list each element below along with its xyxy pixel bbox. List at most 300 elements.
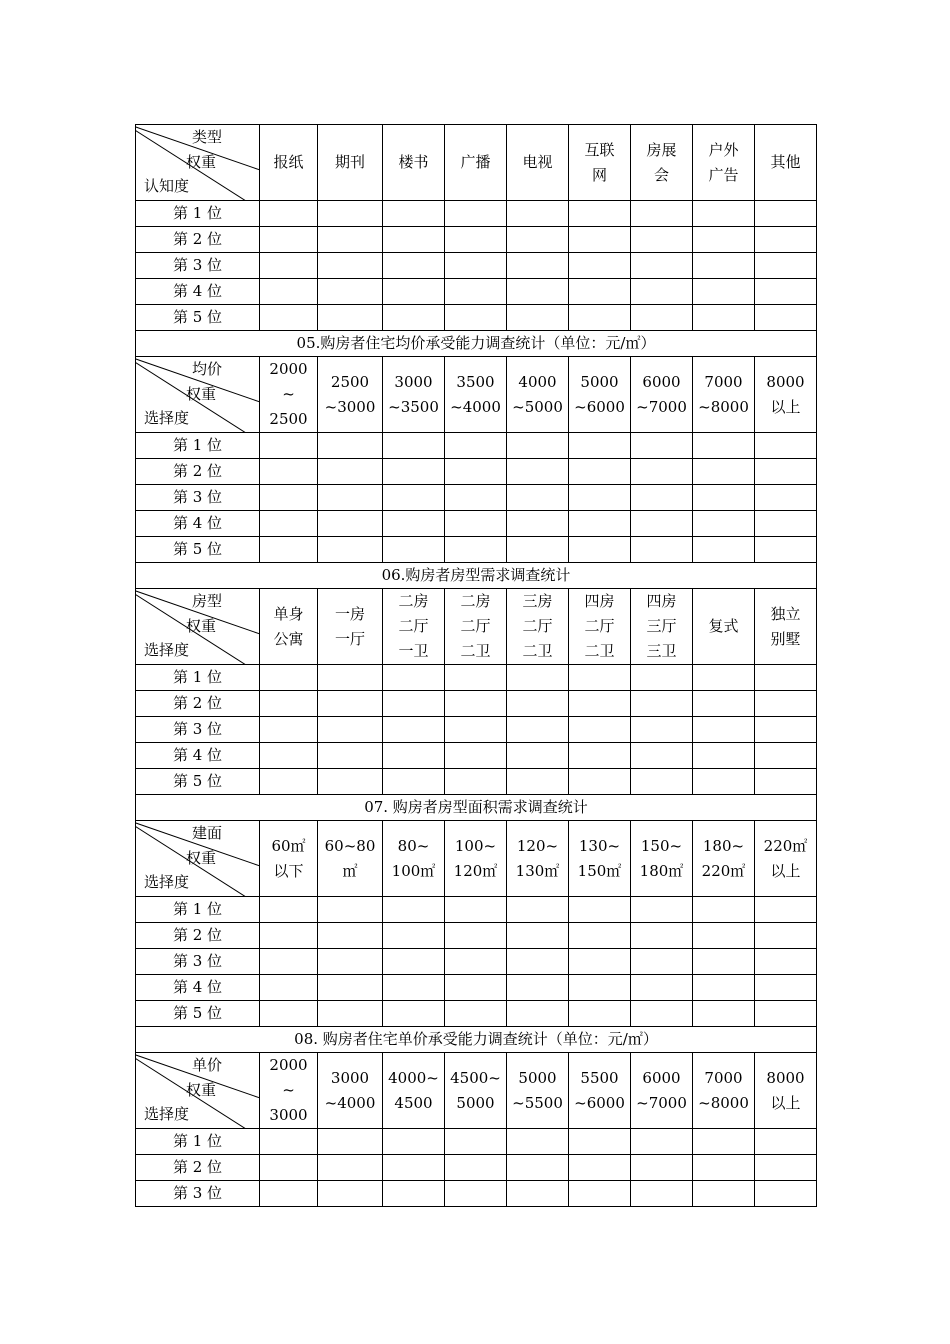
empty-cell[interactable] xyxy=(693,459,755,485)
empty-cell[interactable] xyxy=(693,227,755,253)
empty-cell[interactable] xyxy=(318,201,383,227)
empty-cell[interactable] xyxy=(507,1129,569,1155)
empty-cell[interactable] xyxy=(383,433,445,459)
empty-cell[interactable] xyxy=(260,1129,318,1155)
empty-cell[interactable] xyxy=(318,1129,383,1155)
empty-cell[interactable] xyxy=(383,1001,445,1027)
empty-cell[interactable] xyxy=(445,1001,507,1027)
header-row xyxy=(136,125,817,201)
column-header: 220㎡ 以上 xyxy=(755,821,817,897)
empty-cell[interactable] xyxy=(318,949,383,975)
empty-cell[interactable] xyxy=(383,459,445,485)
table-row xyxy=(136,511,817,537)
empty-cell[interactable] xyxy=(507,1181,569,1207)
corner-label: 权重 xyxy=(186,385,217,403)
empty-cell[interactable] xyxy=(507,975,569,1001)
empty-cell[interactable] xyxy=(631,691,693,717)
empty-cell[interactable] xyxy=(507,305,569,331)
empty-cell[interactable] xyxy=(569,897,631,923)
empty-cell[interactable] xyxy=(569,743,631,769)
empty-cell[interactable] xyxy=(693,253,755,279)
empty-cell[interactable] xyxy=(383,227,445,253)
empty-cell[interactable] xyxy=(260,433,318,459)
column-header: 2000 ~ 2500 xyxy=(260,357,318,433)
empty-cell[interactable] xyxy=(260,253,318,279)
empty-cell[interactable] xyxy=(569,1181,631,1207)
empty-cell[interactable] xyxy=(507,485,569,511)
rank-label: 第 1 位 xyxy=(136,433,260,459)
empty-cell[interactable] xyxy=(445,1129,507,1155)
empty-cell[interactable] xyxy=(507,201,569,227)
column-header: 复式 xyxy=(693,589,755,665)
diagonal-header-cell xyxy=(136,821,260,897)
empty-cell[interactable] xyxy=(445,975,507,1001)
column-header: 4500~ 5000 xyxy=(445,1053,507,1129)
empty-cell[interactable] xyxy=(507,537,569,563)
empty-cell[interactable] xyxy=(507,279,569,305)
empty-cell[interactable] xyxy=(445,1181,507,1207)
empty-cell[interactable] xyxy=(755,305,817,331)
table-row xyxy=(136,769,817,795)
empty-cell[interactable] xyxy=(631,253,693,279)
empty-cell[interactable] xyxy=(755,511,817,537)
empty-cell[interactable] xyxy=(693,691,755,717)
rank-label: 第 5 位 xyxy=(136,769,260,795)
empty-cell[interactable] xyxy=(755,227,817,253)
empty-cell[interactable] xyxy=(755,279,817,305)
empty-cell[interactable] xyxy=(445,665,507,691)
empty-cell[interactable] xyxy=(631,743,693,769)
column-header: 150~ 180㎡ xyxy=(631,821,693,897)
empty-cell[interactable] xyxy=(755,949,817,975)
empty-cell[interactable] xyxy=(569,253,631,279)
empty-cell[interactable] xyxy=(507,253,569,279)
empty-cell[interactable] xyxy=(260,769,318,795)
empty-cell[interactable] xyxy=(693,717,755,743)
empty-cell[interactable] xyxy=(383,897,445,923)
empty-cell[interactable] xyxy=(507,665,569,691)
corner-label: 选择度 xyxy=(144,409,190,427)
empty-cell[interactable] xyxy=(569,537,631,563)
empty-cell[interactable] xyxy=(318,253,383,279)
empty-cell[interactable] xyxy=(631,227,693,253)
column-header: 二房 二厅 一卫 xyxy=(383,589,445,665)
empty-cell[interactable] xyxy=(318,433,383,459)
empty-cell[interactable] xyxy=(383,665,445,691)
empty-cell[interactable] xyxy=(631,279,693,305)
empty-cell[interactable] xyxy=(507,433,569,459)
empty-cell[interactable] xyxy=(569,665,631,691)
empty-cell[interactable] xyxy=(445,201,507,227)
empty-cell[interactable] xyxy=(693,1155,755,1181)
column-header: 一房 一厅 xyxy=(318,589,383,665)
empty-cell[interactable] xyxy=(631,923,693,949)
table-row xyxy=(136,305,817,331)
rank-label: 第 3 位 xyxy=(136,717,260,743)
empty-cell[interactable] xyxy=(318,227,383,253)
empty-cell[interactable] xyxy=(631,949,693,975)
empty-cell[interactable] xyxy=(445,691,507,717)
empty-cell[interactable] xyxy=(569,227,631,253)
empty-cell[interactable] xyxy=(383,253,445,279)
empty-cell[interactable] xyxy=(318,305,383,331)
diagonal-header-cell xyxy=(136,357,260,433)
empty-cell[interactable] xyxy=(693,433,755,459)
empty-cell[interactable] xyxy=(318,691,383,717)
empty-cell[interactable] xyxy=(755,1181,817,1207)
table-row xyxy=(136,923,817,949)
empty-cell[interactable] xyxy=(693,537,755,563)
column-header: 3500 ~4000 xyxy=(445,357,507,433)
table-row xyxy=(136,1155,817,1181)
corner-label: 权重 xyxy=(186,849,217,867)
column-header: 3000 ~3500 xyxy=(383,357,445,433)
empty-cell[interactable] xyxy=(507,769,569,795)
empty-cell[interactable] xyxy=(507,227,569,253)
empty-cell[interactable] xyxy=(383,201,445,227)
empty-cell[interactable] xyxy=(260,691,318,717)
column-header: 80~ 100㎡ xyxy=(383,821,445,897)
rank-label: 第 2 位 xyxy=(136,459,260,485)
empty-cell[interactable] xyxy=(693,743,755,769)
empty-cell[interactable] xyxy=(631,511,693,537)
empty-cell[interactable] xyxy=(445,459,507,485)
table-row xyxy=(136,253,817,279)
column-header: 四房 二厅 二卫 xyxy=(569,589,631,665)
empty-cell[interactable] xyxy=(445,279,507,305)
empty-cell[interactable] xyxy=(260,459,318,485)
column-header: 3000 ~4000 xyxy=(318,1053,383,1129)
section-title-row xyxy=(136,1027,817,1053)
empty-cell[interactable] xyxy=(318,897,383,923)
diagonal-header-cell xyxy=(136,125,260,201)
empty-cell[interactable] xyxy=(631,201,693,227)
empty-cell[interactable] xyxy=(507,691,569,717)
corner-label: 认知度 xyxy=(144,177,190,195)
empty-cell[interactable] xyxy=(318,769,383,795)
survey-statistics-table xyxy=(135,124,817,1207)
empty-cell[interactable] xyxy=(318,1155,383,1181)
empty-cell[interactable] xyxy=(507,1001,569,1027)
empty-cell[interactable] xyxy=(569,691,631,717)
empty-cell[interactable] xyxy=(755,537,817,563)
corner-label: 均价 xyxy=(192,360,223,378)
section-title-row xyxy=(136,331,817,357)
table-row xyxy=(136,227,817,253)
empty-cell[interactable] xyxy=(445,433,507,459)
table-row xyxy=(136,201,817,227)
table-row xyxy=(136,485,817,511)
empty-cell[interactable] xyxy=(445,923,507,949)
column-header: 6000 ~7000 xyxy=(631,357,693,433)
empty-cell[interactable] xyxy=(755,1129,817,1155)
empty-cell[interactable] xyxy=(260,949,318,975)
empty-cell[interactable] xyxy=(445,537,507,563)
column-header: 楼书 xyxy=(383,125,445,201)
empty-cell[interactable] xyxy=(445,897,507,923)
empty-cell[interactable] xyxy=(318,743,383,769)
empty-cell[interactable] xyxy=(693,769,755,795)
empty-cell[interactable] xyxy=(260,1001,318,1027)
table-row xyxy=(136,975,817,1001)
header-row xyxy=(136,821,817,897)
empty-cell[interactable] xyxy=(755,923,817,949)
corner-label: 房型 xyxy=(192,592,223,610)
empty-cell[interactable] xyxy=(260,279,318,305)
empty-cell[interactable] xyxy=(569,923,631,949)
table-row xyxy=(136,1129,817,1155)
empty-cell[interactable] xyxy=(260,511,318,537)
empty-cell[interactable] xyxy=(445,305,507,331)
table-row xyxy=(136,665,817,691)
empty-cell[interactable] xyxy=(569,717,631,743)
empty-cell[interactable] xyxy=(383,717,445,743)
corner-label: 类型 xyxy=(192,128,223,146)
column-header: 电视 xyxy=(507,125,569,201)
empty-cell[interactable] xyxy=(445,717,507,743)
empty-cell[interactable] xyxy=(755,1155,817,1181)
empty-cell[interactable] xyxy=(260,1155,318,1181)
rank-label: 第 2 位 xyxy=(136,691,260,717)
empty-cell[interactable] xyxy=(631,459,693,485)
empty-cell[interactable] xyxy=(755,691,817,717)
column-header: 单身 公寓 xyxy=(260,589,318,665)
empty-cell[interactable] xyxy=(693,305,755,331)
empty-cell[interactable] xyxy=(445,949,507,975)
column-header: 期刊 xyxy=(318,125,383,201)
empty-cell[interactable] xyxy=(445,227,507,253)
rank-label: 第 3 位 xyxy=(136,949,260,975)
table-row xyxy=(136,691,817,717)
rank-label: 第 1 位 xyxy=(136,897,260,923)
empty-cell[interactable] xyxy=(631,769,693,795)
empty-cell[interactable] xyxy=(569,459,631,485)
empty-cell[interactable] xyxy=(693,949,755,975)
empty-cell[interactable] xyxy=(569,1155,631,1181)
empty-cell[interactable] xyxy=(507,459,569,485)
table-row xyxy=(136,717,817,743)
rank-label: 第 4 位 xyxy=(136,975,260,1001)
empty-cell[interactable] xyxy=(755,459,817,485)
empty-cell[interactable] xyxy=(383,279,445,305)
empty-cell[interactable] xyxy=(693,1001,755,1027)
empty-cell[interactable] xyxy=(445,1155,507,1181)
empty-cell[interactable] xyxy=(631,1129,693,1155)
empty-cell[interactable] xyxy=(569,201,631,227)
column-header: 户外 广告 xyxy=(693,125,755,201)
empty-cell[interactable] xyxy=(260,665,318,691)
empty-cell[interactable] xyxy=(260,743,318,769)
empty-cell[interactable] xyxy=(260,537,318,563)
empty-cell[interactable] xyxy=(507,949,569,975)
column-header: 130~ 150㎡ xyxy=(569,821,631,897)
table-row xyxy=(136,433,817,459)
rank-label: 第 5 位 xyxy=(136,537,260,563)
column-header: 2500 ~3000 xyxy=(318,357,383,433)
empty-cell[interactable] xyxy=(445,743,507,769)
empty-cell[interactable] xyxy=(507,743,569,769)
empty-cell[interactable] xyxy=(693,665,755,691)
corner-label: 权重 xyxy=(186,617,217,635)
empty-cell[interactable] xyxy=(318,1181,383,1207)
section-title-row xyxy=(136,563,817,589)
empty-cell[interactable] xyxy=(383,511,445,537)
empty-cell[interactable] xyxy=(318,923,383,949)
rank-label: 第 3 位 xyxy=(136,1181,260,1207)
header-row xyxy=(136,1053,817,1129)
empty-cell[interactable] xyxy=(693,975,755,1001)
empty-cell[interactable] xyxy=(693,923,755,949)
empty-cell[interactable] xyxy=(507,923,569,949)
empty-cell[interactable] xyxy=(631,1181,693,1207)
rank-label: 第 5 位 xyxy=(136,305,260,331)
table-row xyxy=(136,537,817,563)
table-row xyxy=(136,1181,817,1207)
empty-cell[interactable] xyxy=(631,897,693,923)
section-title: 08. 购房者住宅单价承受能力调查统计（单位：元/㎡） xyxy=(136,1027,817,1053)
empty-cell[interactable] xyxy=(755,743,817,769)
empty-cell[interactable] xyxy=(260,485,318,511)
empty-cell[interactable] xyxy=(383,1129,445,1155)
column-header: 三房 二厅 二卫 xyxy=(507,589,569,665)
empty-cell[interactable] xyxy=(631,1001,693,1027)
table-row xyxy=(136,279,817,305)
empty-cell[interactable] xyxy=(693,897,755,923)
empty-cell[interactable] xyxy=(318,279,383,305)
empty-cell[interactable] xyxy=(260,1181,318,1207)
column-header: 8000 以上 xyxy=(755,357,817,433)
empty-cell[interactable] xyxy=(383,949,445,975)
empty-cell[interactable] xyxy=(755,769,817,795)
diagonal-header-cell xyxy=(136,1053,260,1129)
empty-cell[interactable] xyxy=(569,511,631,537)
empty-cell[interactable] xyxy=(569,1129,631,1155)
section-title: 05.购房者住宅均价承受能力调查统计（单位：元/㎡） xyxy=(136,331,817,357)
empty-cell[interactable] xyxy=(755,665,817,691)
empty-cell[interactable] xyxy=(631,975,693,1001)
empty-cell[interactable] xyxy=(445,511,507,537)
table-row xyxy=(136,1001,817,1027)
empty-cell[interactable] xyxy=(693,201,755,227)
empty-cell[interactable] xyxy=(569,975,631,1001)
empty-cell[interactable] xyxy=(693,485,755,511)
empty-cell[interactable] xyxy=(631,485,693,511)
empty-cell[interactable] xyxy=(755,897,817,923)
empty-cell[interactable] xyxy=(260,717,318,743)
empty-cell[interactable] xyxy=(631,305,693,331)
empty-cell[interactable] xyxy=(383,1155,445,1181)
empty-cell[interactable] xyxy=(507,1155,569,1181)
empty-cell[interactable] xyxy=(445,485,507,511)
column-header: 5000 ~5500 xyxy=(507,1053,569,1129)
empty-cell[interactable] xyxy=(383,691,445,717)
empty-cell[interactable] xyxy=(569,1001,631,1027)
empty-cell[interactable] xyxy=(383,485,445,511)
empty-cell[interactable] xyxy=(260,305,318,331)
empty-cell[interactable] xyxy=(569,485,631,511)
empty-cell[interactable] xyxy=(318,717,383,743)
column-header: 独立 别墅 xyxy=(755,589,817,665)
empty-cell[interactable] xyxy=(507,897,569,923)
empty-cell[interactable] xyxy=(631,1155,693,1181)
empty-cell[interactable] xyxy=(755,975,817,1001)
empty-cell[interactable] xyxy=(318,975,383,1001)
empty-cell[interactable] xyxy=(260,923,318,949)
empty-cell[interactable] xyxy=(631,717,693,743)
empty-cell[interactable] xyxy=(693,1129,755,1155)
rank-label: 第 2 位 xyxy=(136,227,260,253)
empty-cell[interactable] xyxy=(318,511,383,537)
empty-cell[interactable] xyxy=(445,769,507,795)
corner-label: 单价 xyxy=(192,1056,223,1074)
empty-cell[interactable] xyxy=(755,433,817,459)
empty-cell[interactable] xyxy=(383,923,445,949)
column-header: 7000 ~8000 xyxy=(693,1053,755,1129)
table-row xyxy=(136,459,817,485)
rank-label: 第 5 位 xyxy=(136,1001,260,1027)
empty-cell[interactable] xyxy=(631,665,693,691)
empty-cell[interactable] xyxy=(755,253,817,279)
column-header: 2000 ~ 3000 xyxy=(260,1053,318,1129)
empty-cell[interactable] xyxy=(260,227,318,253)
empty-cell[interactable] xyxy=(445,253,507,279)
empty-cell[interactable] xyxy=(318,665,383,691)
column-header: 60㎡ 以下 xyxy=(260,821,318,897)
empty-cell[interactable] xyxy=(755,1001,817,1027)
empty-cell[interactable] xyxy=(318,537,383,563)
empty-cell[interactable] xyxy=(383,1181,445,1207)
empty-cell[interactable] xyxy=(383,743,445,769)
empty-cell[interactable] xyxy=(318,1001,383,1027)
empty-cell[interactable] xyxy=(569,279,631,305)
empty-cell[interactable] xyxy=(318,485,383,511)
empty-cell[interactable] xyxy=(318,459,383,485)
empty-cell[interactable] xyxy=(693,279,755,305)
empty-cell[interactable] xyxy=(507,717,569,743)
rank-label: 第 4 位 xyxy=(136,743,260,769)
empty-cell[interactable] xyxy=(569,769,631,795)
rank-label: 第 2 位 xyxy=(136,923,260,949)
empty-cell[interactable] xyxy=(383,305,445,331)
empty-cell[interactable] xyxy=(693,1181,755,1207)
empty-cell[interactable] xyxy=(755,201,817,227)
empty-cell[interactable] xyxy=(569,305,631,331)
empty-cell[interactable] xyxy=(631,433,693,459)
column-header: 广播 xyxy=(445,125,507,201)
empty-cell[interactable] xyxy=(383,537,445,563)
table-row xyxy=(136,949,817,975)
column-header: 互联 网 xyxy=(569,125,631,201)
empty-cell[interactable] xyxy=(569,949,631,975)
column-header: 180~ 220㎡ xyxy=(693,821,755,897)
column-header: 4000 ~5000 xyxy=(507,357,569,433)
empty-cell[interactable] xyxy=(507,511,569,537)
column-header: 5000 ~6000 xyxy=(569,357,631,433)
empty-cell[interactable] xyxy=(260,975,318,1001)
header-row xyxy=(136,357,817,433)
empty-cell[interactable] xyxy=(693,511,755,537)
empty-cell[interactable] xyxy=(260,897,318,923)
empty-cell[interactable] xyxy=(755,485,817,511)
empty-cell[interactable] xyxy=(383,975,445,1001)
empty-cell[interactable] xyxy=(383,769,445,795)
header-row xyxy=(136,589,817,665)
empty-cell[interactable] xyxy=(569,433,631,459)
empty-cell[interactable] xyxy=(631,537,693,563)
empty-cell[interactable] xyxy=(260,201,318,227)
empty-cell[interactable] xyxy=(755,717,817,743)
column-header: 7000 ~8000 xyxy=(693,357,755,433)
